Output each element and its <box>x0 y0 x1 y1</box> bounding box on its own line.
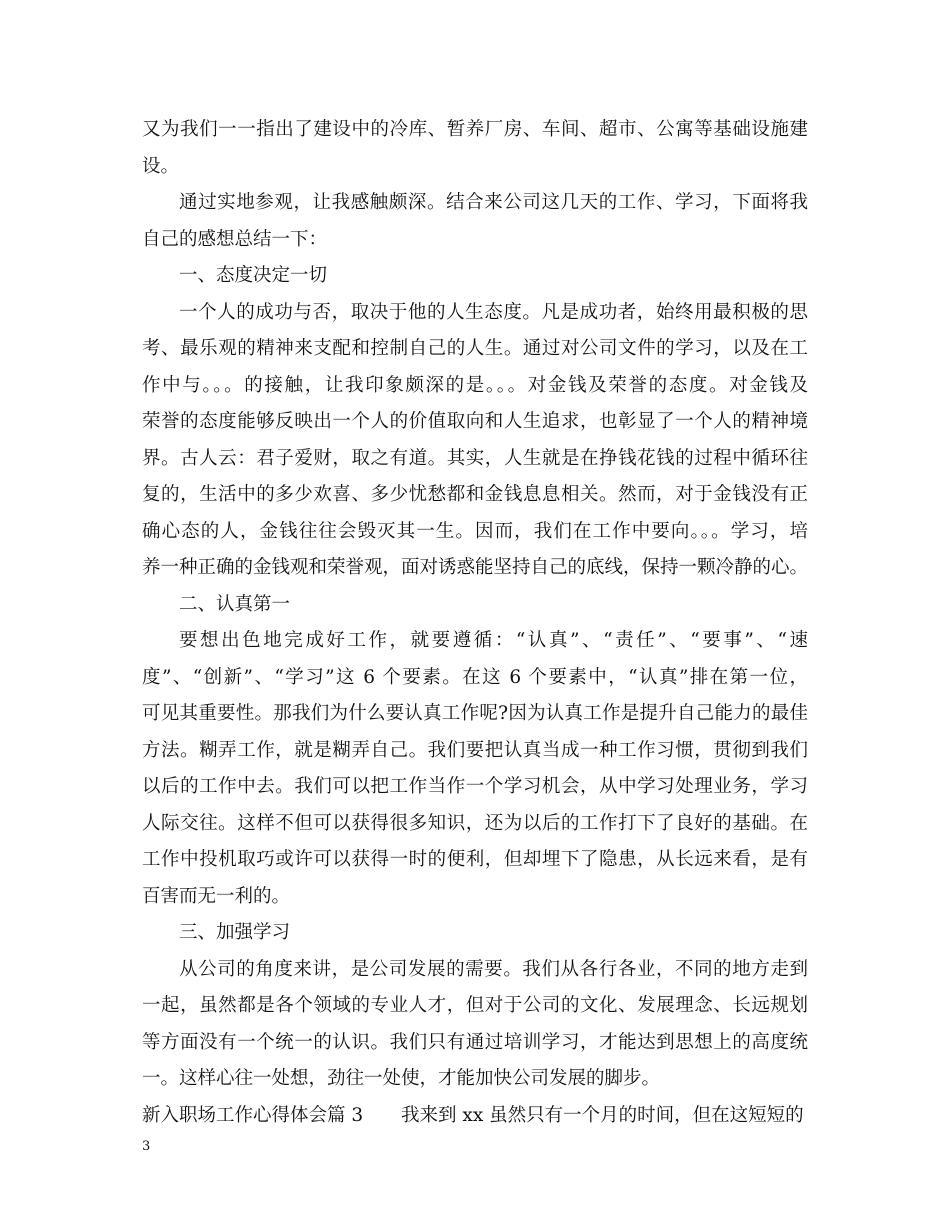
paragraph-start: 从公司的角度来讲，是公司发展的需要。我们从各行各业，不同的地方走到 <box>179 958 808 980</box>
text-line: 以后的工作中去。我们可以把工作当作一个学习机会，从中学习处理业务，学习 <box>142 776 808 797</box>
text-line: 复的，生活中的多少欢喜、多少忧愁都和金钱息息相关。然而，对于金钱没有正 <box>142 484 808 505</box>
section-heading: 三、加强学习 <box>179 922 291 943</box>
text-line: 百害而无一利的。 <box>142 885 291 907</box>
text-line: 考、最乐观的精神来支配和控制自己的人生。通过对公司文件的学习，以及在工 <box>142 338 808 359</box>
article-title-line <box>142 1098 808 1135</box>
text-line: 又为我们一一指出了建设中的冷库、暂养厂房、车间、超市、公寓等基础设施建 <box>142 119 808 140</box>
article-title: 新入职场工作心得体会篇 3 <box>142 1104 364 1126</box>
text-line: 自己的感想总结一下： <box>142 228 328 250</box>
text-line: 人际交往。这样不但可以获得很多知识，还为以后的工作打下了良好的基础。在 <box>142 812 808 834</box>
text-line: 一。这样心往一处想，劲往一处使，才能加快公司发展的脚步。 <box>142 1068 661 1089</box>
text-line: 可见其重要性。那我们为什么要认真工作呢?因为认真工作是提升自己能力的最佳 <box>142 703 808 724</box>
body-text <box>142 112 808 1134</box>
text-line: 确心态的人，金钱往往会毁灭其一生。因而，我们在工作中要向。。。学习，培 <box>142 520 808 542</box>
text-line: 度”、“创新”、“学习”这 6 个要素。在这 6 个要素中，“认真”排在第一位， <box>142 666 808 688</box>
text-line: 养一种正确的金钱观和荣誉观，面对诱惑能坚持自己的底线，保持一颗冷静的心。 <box>142 557 808 578</box>
text-line: 工作中投机取巧或许可以获得一时的便利，但却埋下了隐患，从长远来看，是有 <box>142 849 808 870</box>
article-opening-text: 我来到 xx 虽然只有一个月的时间，但在这短短的 <box>401 1104 804 1126</box>
paragraph-start: 通过实地参观，让我感触颇深。结合来公司这几天的工作、学习，下面将我 <box>179 192 808 213</box>
paragraph-start: 一个人的成功与否，取决于他的人生态度。凡是成功者，始终用最积极的思 <box>179 301 808 323</box>
text-line: 设。 <box>142 155 180 177</box>
page-number: 3 <box>142 1139 151 1154</box>
text-line: 荣誉的态度能够反映出一个人的价值取向和人生追求，也彰显了一个人的精神境 <box>142 411 808 432</box>
text-line: 方法。糊弄工作，就是糊弄自己。我们要把认真当成一种工作习惯，贯彻到我们 <box>142 739 808 761</box>
section-heading: 一、态度决定一切 <box>179 265 328 286</box>
text-line: 等方面没有一个统一的认识。我们只有通过培训学习，才能达到思想上的高度统 <box>142 1031 808 1053</box>
text-line: 作中与。。。的接触，让我印象颇深的是。。。对金钱及荣誉的态度。对金钱及 <box>142 374 808 396</box>
text-line: 一起，虽然都是各个领域的专业人才，但对于公司的文化、发展理念、长远规划 <box>142 995 808 1016</box>
text-line: 界。古人云：君子爱财，取之有道。其实，人生就是在挣钱花钱的过程中循环往 <box>142 447 808 469</box>
section-heading: 二、认真第一 <box>179 593 291 615</box>
paragraph-start: 要想出色地完成好工作，就要遵循：“认真”、“责任”、“要事”、“速 <box>179 630 808 651</box>
